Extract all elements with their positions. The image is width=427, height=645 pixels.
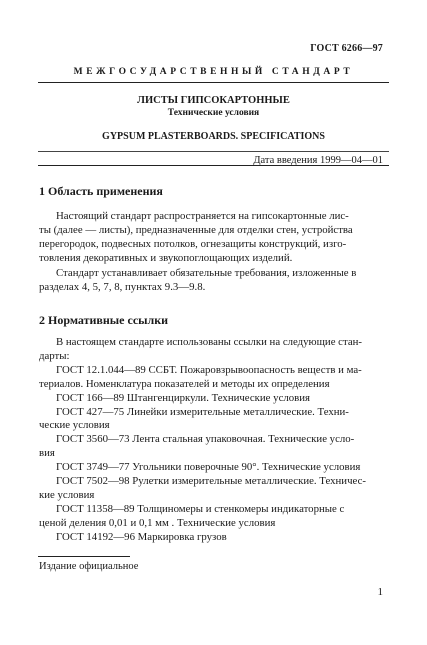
reference-line: кие условия [39, 488, 95, 501]
document-subtitle: Технические условия [167, 108, 260, 118]
reference-line: ческие условия [39, 419, 110, 432]
section-2-heading: 2 Нормативные ссылки [39, 313, 169, 327]
text-line: Стандарт устанавливает обязательные требования, изложенные в [56, 267, 357, 279]
text-line: товления декоративных и звукопоглощающих изделий. [39, 251, 293, 264]
normative-references-list [39, 336, 387, 545]
reference-line: териалов. Номенклатура показателей и методы их определения [39, 377, 330, 390]
reference-line: ГОСТ 3560—73 Лента стальная упаковочная. Технические усло- [56, 433, 355, 446]
page-number: 1 [377, 586, 383, 598]
footer-rule [38, 556, 130, 557]
text-line: Настоящий стандарт распространяется на гипсокартонные лис- [56, 210, 349, 222]
reference-line: ГОСТ 166—89 Штангенциркули. Технические условия [56, 391, 310, 404]
reference-line: ГОСТ 427—75 Линейки измерительные металлические. Техни- [56, 405, 349, 418]
header-rule-mid [38, 151, 389, 152]
introduction-date: Дата введения 1999—04—01 [253, 155, 383, 166]
document-title: ЛИСТЫ ГИПСОКАРТОННЫЕ [137, 95, 290, 106]
reference-line: ГОСТ 12.1.044—89 ССБТ. Пожаровзрывоопасность веществ и ма- [56, 363, 362, 376]
reference-line: ГОСТ 14192—96 Маркировка грузов [56, 530, 227, 543]
reference-line: ГОСТ 3749—77 Угольники поверочные 90°. Технические условия [56, 461, 361, 474]
reference-line: ГОСТ 11358—89 Толщиномеры и стенкомеры индикаторные с [56, 502, 345, 515]
section-1-heading: 1 Область применения [39, 184, 163, 198]
reference-line: В настоящем стандарте использованы ссылки на следующие стан- [56, 336, 362, 348]
gost-code: ГОСТ 6266—97 [310, 43, 383, 54]
text-line: разделах 4, 5, 7, 8, пунктах 9.3—9.8. [39, 280, 206, 293]
english-title: GYPSUM PLASTERBOARDS. SPECIFICATIONS [102, 131, 325, 142]
standard-type: МЕЖГОСУДАРСТВЕННЫЙ СТАНДАРТ [73, 67, 354, 77]
reference-line: ГОСТ 7502—98 Рулетки измерительные металлические. Техничес- [56, 475, 366, 488]
text-line: перегородок, подвесных потолков, огнезащиты конструкций, изго- [39, 237, 347, 250]
header-rule-bottom [38, 165, 389, 166]
section-1-paragraph-2 [39, 267, 387, 295]
reference-line: вия [39, 447, 55, 460]
edition-note: Издание официальное [39, 561, 139, 572]
header-rule-top [38, 82, 389, 83]
section-1-paragraph-1 [39, 210, 387, 266]
reference-line: дарты: [39, 349, 70, 362]
text-line: ты (далее — листы), предназначенные для отделки стен, устройства [39, 223, 353, 236]
reference-line: ценой деления 0,01 и 0,1 мм . Технические условия [39, 516, 276, 529]
